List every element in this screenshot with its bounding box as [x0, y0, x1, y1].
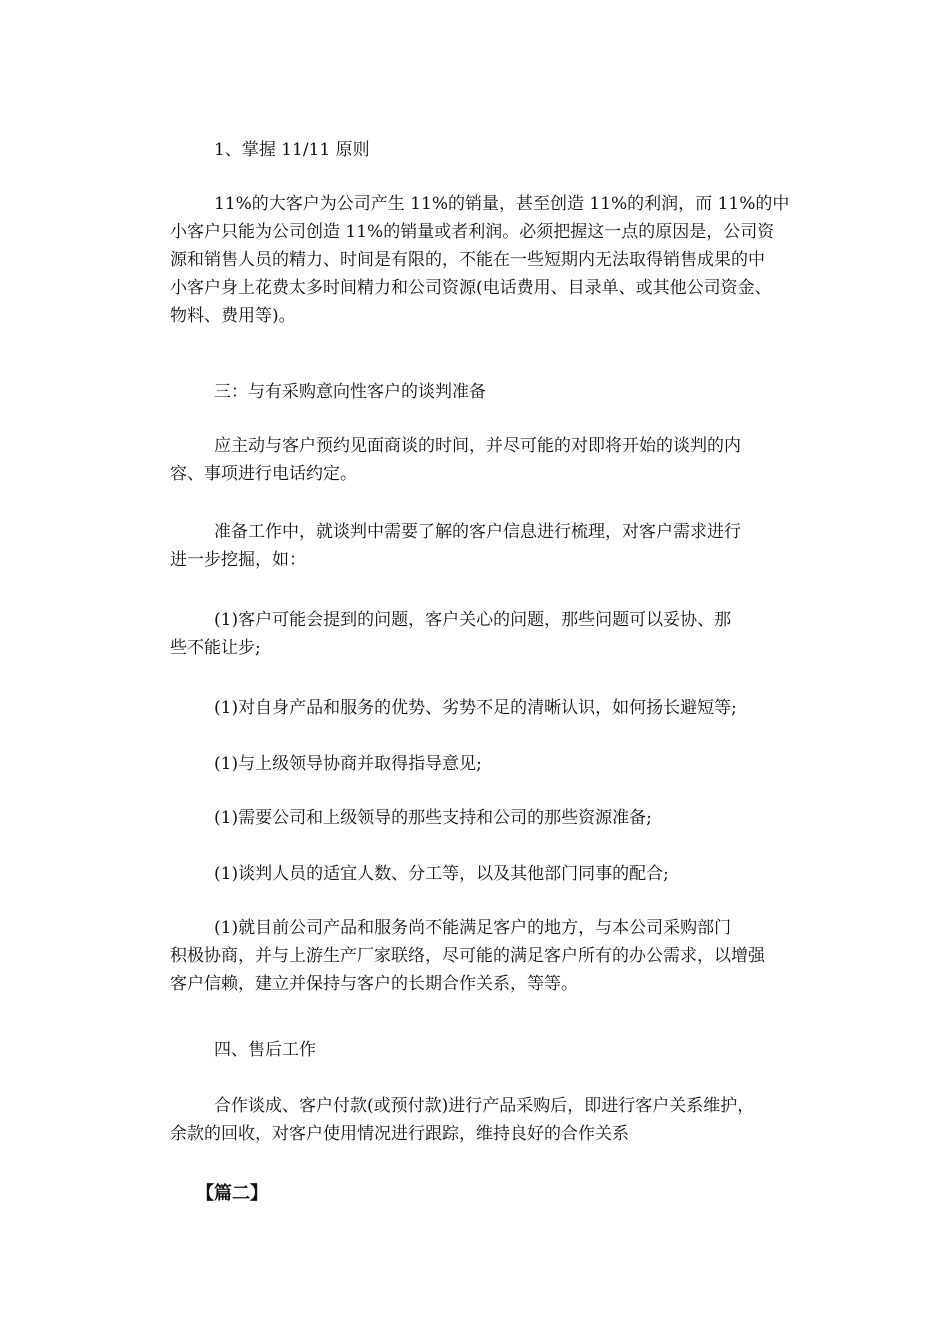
text-line: 四、售后工作 [214, 1040, 316, 1060]
text-line: (1)就目前公司产品和服务尚不能满足客户的地方，与本公司采购部门 [214, 918, 732, 938]
text-line: 应主动与客户预约见面商谈的时间，并尽可能的对即将开始的谈判的内 [214, 436, 741, 456]
part-two-heading [196, 1180, 836, 1208]
text-line: 余款的回收，对客户使用情况进行跟踪，维持良好的合作关系 [170, 1124, 629, 1144]
text-line: 合作谈成、客户付款(或预付款)进行产品采购后，即进行客户关系维护， [214, 1096, 755, 1116]
text-line: 进一步挖掘，如： [170, 550, 306, 570]
text-line: 11%的大客户为公司产生 11%的销量，甚至创造 11%的利润，而 11%的中 [214, 194, 790, 214]
list-item [170, 750, 810, 778]
paragraph-preparation [170, 518, 810, 574]
paragraph-after-sales [170, 1092, 810, 1148]
list-item [170, 804, 810, 832]
text-line: 【篇二】 [196, 1183, 268, 1204]
paragraph-appointment [170, 432, 810, 488]
text-line: (1)谈判人员的适宜人数、分工等，以及其他部门同事的配合; [214, 864, 669, 884]
text-line: 源和销售人员的精力、时间是有限的，不能在一些短期内无法取得销售成果的中 [170, 250, 765, 270]
list-item [170, 606, 810, 662]
text-line: 些不能让步; [170, 638, 261, 658]
text-line: 客户信赖，建立并保持与客户的长期合作关系，等等。 [170, 974, 578, 994]
text-line: (1)与上级领导协商并取得指导意见; [214, 754, 482, 774]
text-line: (1)客户可能会提到的问题，客户关心的问题，那些问题可以妥协、那 [214, 610, 732, 630]
text-line: 小客户只能为公司创造 11%的销量或者利润。必须把握这一点的原因是，公司资 [170, 222, 775, 242]
text-line: (1)需要公司和上级领导的那些支持和公司的那些资源准备; [214, 808, 652, 828]
list-item [170, 914, 810, 998]
section-heading-principle [170, 136, 810, 164]
list-item [170, 860, 810, 888]
list-item [170, 694, 810, 722]
section-heading-negotiation [170, 378, 810, 406]
text-line: 积极协商，并与上游生产厂家联络，尽可能的满足客户所有的办公需求，以增强 [170, 946, 765, 966]
text-line: 小客户身上花费太多时间精力和公司资源(电话费用、目录单、或其他公司资金、 [170, 278, 772, 298]
text-line: 物料、费用等)。 [170, 306, 296, 326]
text-line: 三：与有采购意向性客户的谈判准备 [214, 382, 486, 402]
text-line: 1、掌握 11/11 原则 [214, 140, 370, 160]
paragraph-key-clients [170, 190, 810, 330]
text-line: 容、事项进行电话约定。 [170, 464, 357, 484]
text-line: (1)对自身产品和服务的优势、劣势不足的清晰认识，如何扬长避短等; [214, 698, 737, 718]
section-heading-after-sales [170, 1036, 810, 1064]
text-line: 准备工作中，就谈判中需要了解的客户信息进行梳理，对客户需求进行 [214, 522, 741, 542]
